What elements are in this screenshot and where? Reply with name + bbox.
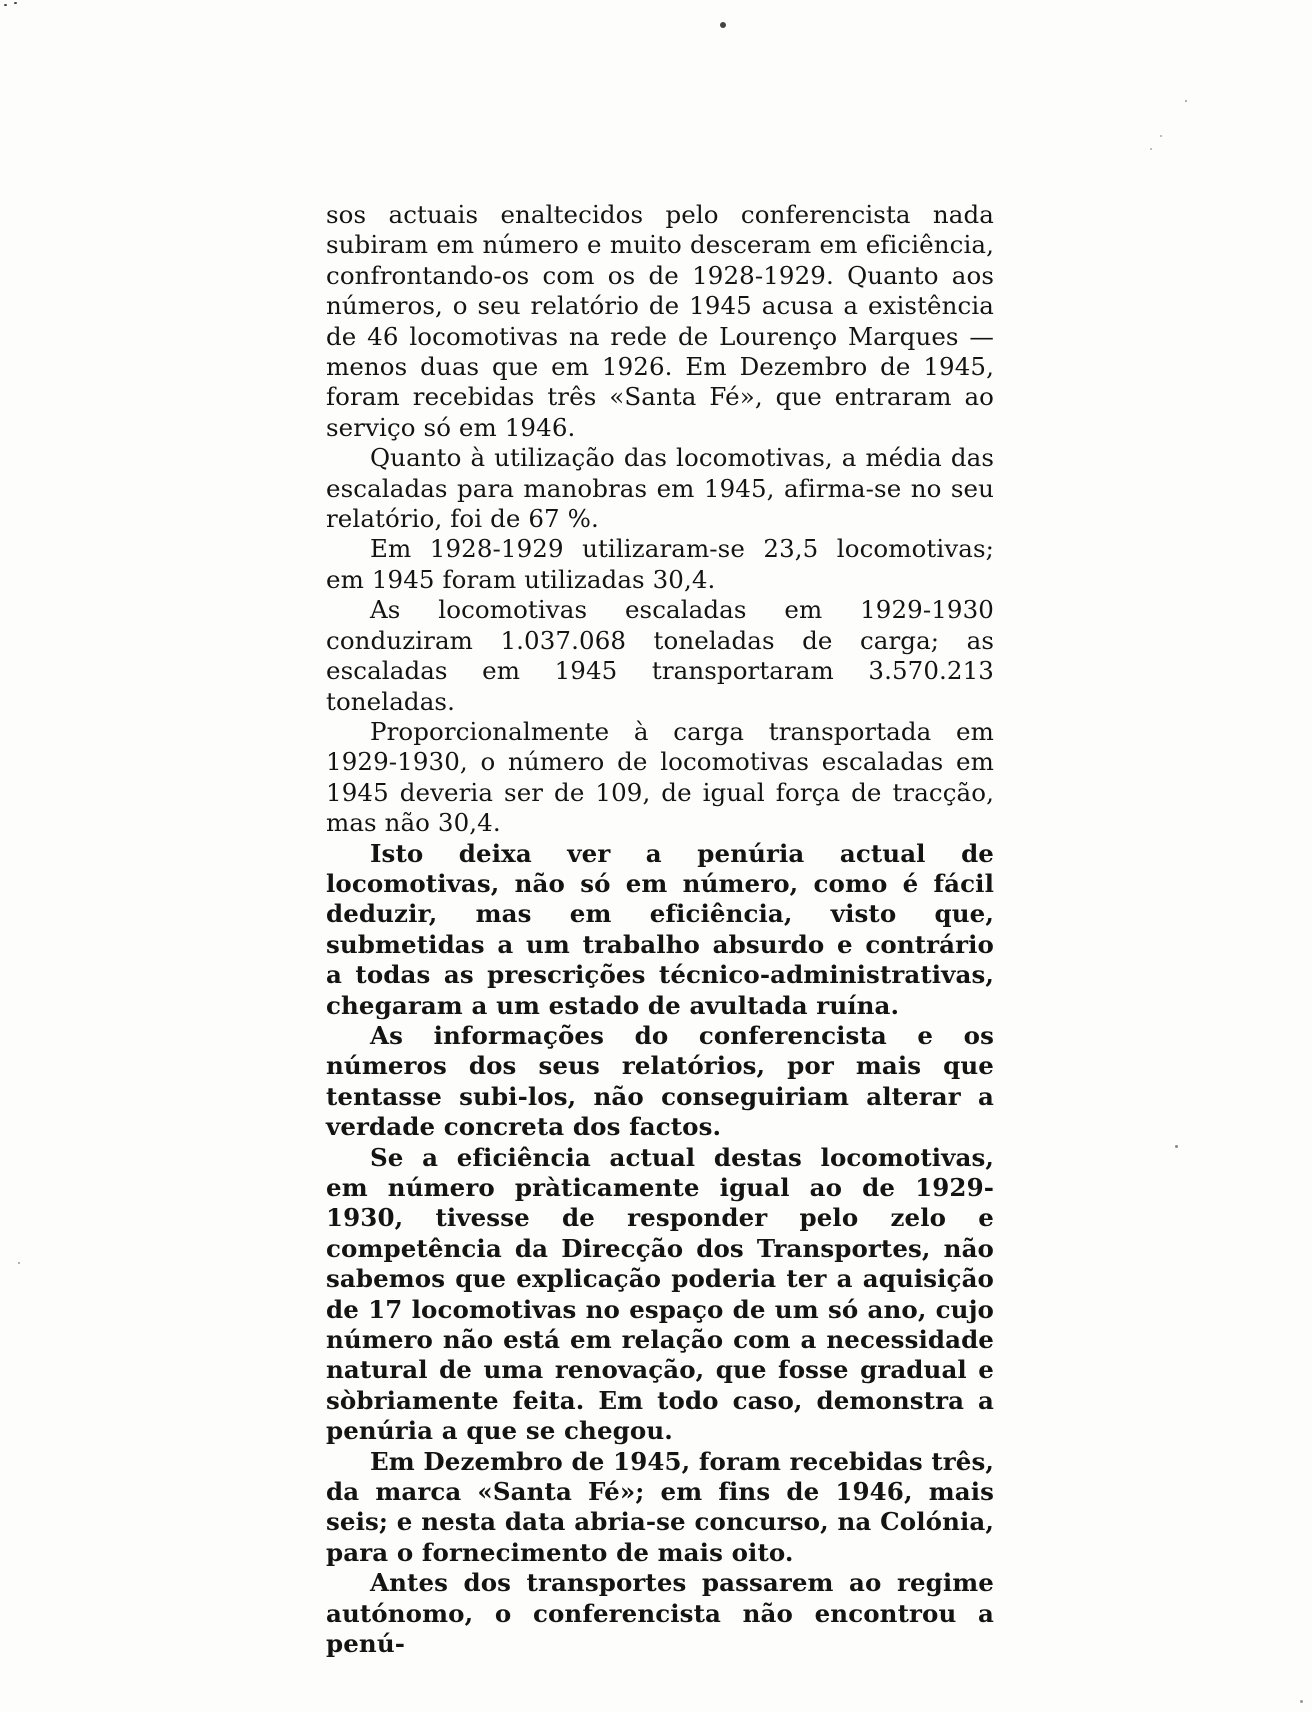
scan-speck <box>1160 135 1162 137</box>
paragraph-8: Se a eficiência actual destas locomotivas, em número pràticamente igual ao de 1929-1930, tivesse de responder pelo zelo e competência da Direcção dos Transportes, não sabemos que explicação poderia ter a aquisição de 17 locomotivas no espaço de um só ano, cujo número não está em relação com a necessidade natural de uma renovação, que fosse gradual e sòbriamente feita. Em todo caso, demonstra a penúria a que se chegou. <box>326 1142 994 1446</box>
scan-speck <box>14 2 17 4</box>
scan-speck <box>4 4 7 6</box>
paragraph-10: Antes dos transportes passarem ao regime autónomo, o conferencista não encontrou a penú- <box>326 1568 994 1659</box>
paragraph-7: As informações do conferencista e os números dos seus relatórios, por mais que tentasse subi-los, não conseguiriam alterar a verdade concreta dos factos. <box>326 1020 994 1142</box>
scan-speck <box>1150 148 1152 150</box>
paragraph-9: Em Dezembro de 1945, foram recebidas três, da marca «Santa Fé»; em fins de 1946, mais seis; e nesta data abria-se concurso, na Colónia, para o fornecimento de mais oito. <box>326 1446 995 1567</box>
scan-speck <box>18 1262 20 1264</box>
scan-speck <box>1300 1700 1303 1703</box>
paragraph-3: Em 1928-1929 utilizaram-se 23,5 locomotivas; em 1945 foram utilizadas 30,4. <box>326 534 994 594</box>
paragraph-2: Quanto à utilização das locomotivas, a média das escaladas para manobras em 1945, afirma-se no seu relatório, foi de 67 %. <box>326 443 994 534</box>
paragraph-6: Isto deixa ver a penúria actual de locomotivas, não só em número, como é fácil deduzir, mas em eficiência, visto que, submetidas a um trabalho absurdo e contrário a todas as prescrições técnico-administrativas, chegaram a um estado de avultada ruína. <box>326 838 994 1020</box>
body-text <box>326 200 994 1660</box>
paragraph-1: sos actuais enaltecidos pelo conferencista nada subiram em número e muito desceram em eficiência, confrontando-os com os de 1928-1929. Quanto aos números, o seu relatório de 1945 acusa a existência de 46 locomotivas na rede de Lourenço Marques — menos duas que em 1926. Em Dezembro de 1945, foram recebidas três «Santa Fé», que entraram ao serviço só em 1946. <box>326 200 994 442</box>
paragraph-5: Proporcionalmente à carga transportada em 1929-1930, o número de locomotivas escaladas em 1945 deveria ser de 109, de igual força de tracção, mas não 30,4. <box>326 716 994 838</box>
scan-speck <box>1175 1145 1178 1148</box>
paragraph-4: As locomotivas escaladas em 1929-1930 conduziram 1.037.068 toneladas de carga; as escaladas em 1945 transportaram 3.570.213 toneladas. <box>326 595 994 716</box>
scan-speck <box>720 22 726 28</box>
scan-speck <box>1185 100 1187 102</box>
